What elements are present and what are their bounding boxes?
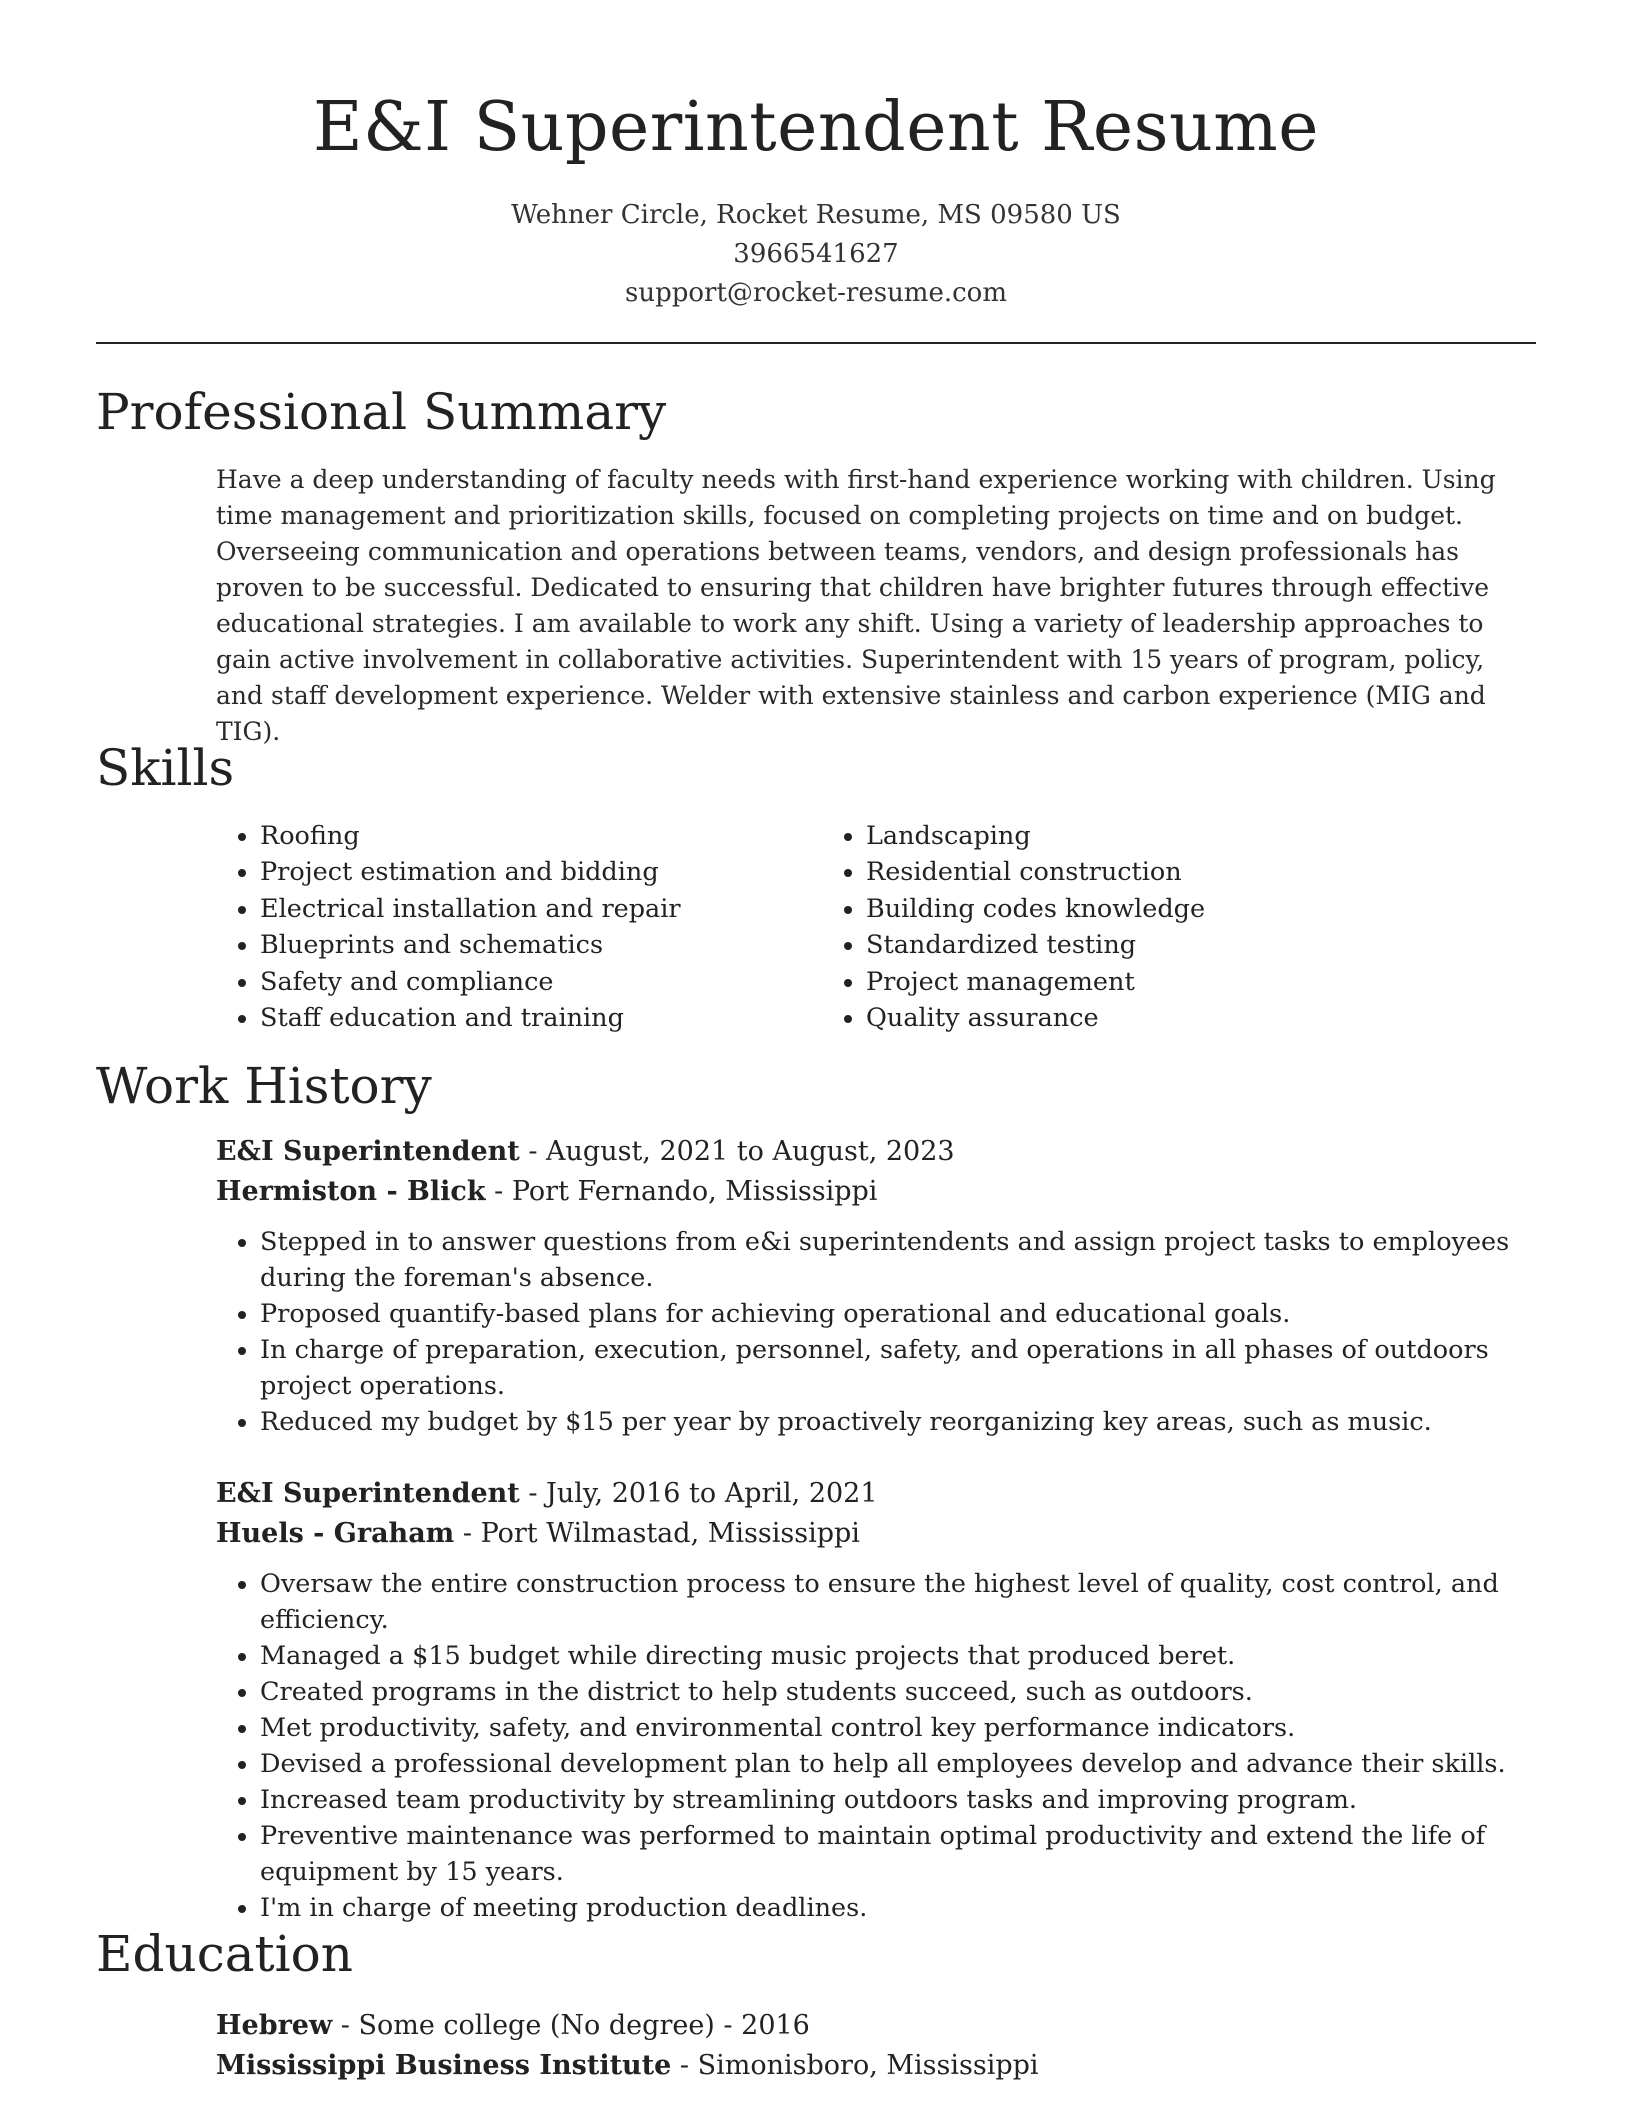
skill-item: • Blueprints and schematics bbox=[260, 927, 822, 963]
job-bullet: • Preventive maintenance was performed to maintain optimal productivity and extend the life of equipment by 15 years. bbox=[260, 1818, 1538, 1890]
email: support@rocket-resume.com bbox=[624, 278, 1007, 308]
job-bullet: • Managed a $15 budget while directing music projects that produced beret. bbox=[260, 1638, 1538, 1674]
job-title-line bbox=[216, 1132, 1538, 1172]
skill-item: • Standardized testing bbox=[866, 927, 1472, 963]
section-title-skills: Skills bbox=[96, 739, 235, 797]
job-location: Port Wilmastad, Mississippi bbox=[480, 1518, 860, 1549]
header-divider bbox=[96, 342, 1536, 344]
skills-list bbox=[216, 818, 1536, 1036]
job-bullet: • Stepped in to answer questions from e&i superintendents and assign project tasks to employees during the foreman's absence. bbox=[260, 1224, 1538, 1296]
section-title-work-history: Work History bbox=[96, 1057, 432, 1115]
education-institution: Mississippi Business Institute bbox=[216, 2050, 672, 2081]
job-dates: July, 2016 to April, 2021 bbox=[546, 1478, 878, 1509]
job-bullet: • I'm in charge of meeting production deadlines. bbox=[260, 1890, 1538, 1926]
separator: - bbox=[519, 1136, 547, 1167]
job-title: E&I Superintendent bbox=[216, 1136, 520, 1167]
job-bullet: • Proposed quantify-based plans for achieving operational and educational goals. bbox=[260, 1296, 1538, 1332]
job-bullet: • Oversaw the entire construction process to ensure the highest level of quality, cost control, and efficiency. bbox=[260, 1566, 1538, 1638]
job-company-line bbox=[216, 1172, 1538, 1212]
separator: - bbox=[454, 1518, 481, 1549]
job-title: E&I Superintendent bbox=[216, 1478, 520, 1509]
job-dates: August, 2021 to August, 2023 bbox=[546, 1136, 955, 1167]
education-location: Simonisboro, Mississippi bbox=[697, 2050, 1039, 2081]
job-company-line bbox=[216, 1514, 1538, 1554]
separator: - bbox=[485, 1176, 512, 1207]
job-title-line bbox=[216, 1474, 1538, 1514]
education-entry bbox=[216, 2006, 1538, 2086]
skill-item: • Quality assurance bbox=[866, 1000, 1472, 1036]
job-bullets bbox=[216, 1566, 1538, 1926]
education-school-line bbox=[216, 2046, 1538, 2086]
skill-item: • Project estimation and bidding bbox=[260, 854, 822, 890]
job-bullet: • In charge of preparation, execution, personnel, safety, and operations in all phases of outdoors project operations. bbox=[260, 1332, 1538, 1404]
job-company: Huels - Graham bbox=[216, 1518, 455, 1549]
skill-item: • Electrical installation and repair bbox=[260, 891, 822, 927]
skills-column-2 bbox=[822, 818, 1472, 1036]
job-location: Port Fernando, Mississippi bbox=[511, 1176, 878, 1207]
job-bullet: • Reduced my budget by $15 per year by proactively reorganizing key areas, such as music. bbox=[260, 1404, 1538, 1440]
skill-item: • Project management bbox=[866, 964, 1472, 1000]
skills-column-1 bbox=[216, 818, 822, 1036]
skill-item: • Roofing bbox=[260, 818, 822, 854]
resume-title: E&I Superintendent Resume bbox=[312, 88, 1320, 167]
job-company: Hermiston - Blick bbox=[216, 1176, 486, 1207]
skill-item: • Landscaping bbox=[866, 818, 1472, 854]
separator: - bbox=[714, 2010, 742, 2041]
skill-item: • Staff education and training bbox=[260, 1000, 822, 1036]
education-degree-line bbox=[216, 2006, 1538, 2046]
education-degree: Some college (No degree) bbox=[358, 2010, 715, 2041]
separator: - bbox=[519, 1478, 547, 1509]
education-year: 2016 bbox=[741, 2010, 810, 2041]
job-bullet: • Devised a professional development plan to help all employees develop and advance their skills. bbox=[260, 1746, 1538, 1782]
section-title-summary: Professional Summary bbox=[96, 383, 667, 441]
separator: - bbox=[671, 2050, 698, 2081]
education-major: Hebrew bbox=[216, 2010, 333, 2041]
section-title-education: Education bbox=[96, 1925, 353, 1983]
job-bullet: • Increased team productivity by streamlining outdoors tasks and improving program. bbox=[260, 1782, 1538, 1818]
skill-item: • Residential construction bbox=[866, 854, 1472, 890]
job-bullet: • Met productivity, safety, and environmental control key performance indicators. bbox=[260, 1710, 1538, 1746]
phone: 3966541627 bbox=[733, 239, 899, 269]
job-entry bbox=[216, 1474, 1538, 1926]
contact-block bbox=[0, 196, 1632, 313]
job-entry bbox=[216, 1132, 1538, 1440]
summary-text: Have a deep understanding of faculty needs with first-hand experience working with children. Using time management and prioritization skills, focused on completing projects on time and on budget. Overseeing communication and operations between teams, vendors, and design professionals has proven to be successful. Dedicated to ensuring that children have brighter futures through effective educational strategies. I am available to work any shift. Using a variety of leadership approaches to gain active involvement in collaborative activities. Superintendent with 15 years of program, policy, and staff development experience. Welder with extensive stainless and carbon experience (MIG and TIG). bbox=[216, 465, 1496, 746]
skill-item: • Safety and compliance bbox=[260, 964, 822, 1000]
resume-header bbox=[0, 0, 1632, 313]
job-bullet: • Created programs in the district to help students succeed, such as outdoors. bbox=[260, 1674, 1538, 1710]
job-bullets bbox=[216, 1224, 1538, 1440]
address: Wehner Circle, Rocket Resume, MS 09580 US bbox=[511, 200, 1121, 230]
separator: - bbox=[332, 2010, 359, 2041]
skill-item: • Building codes knowledge bbox=[866, 891, 1472, 927]
